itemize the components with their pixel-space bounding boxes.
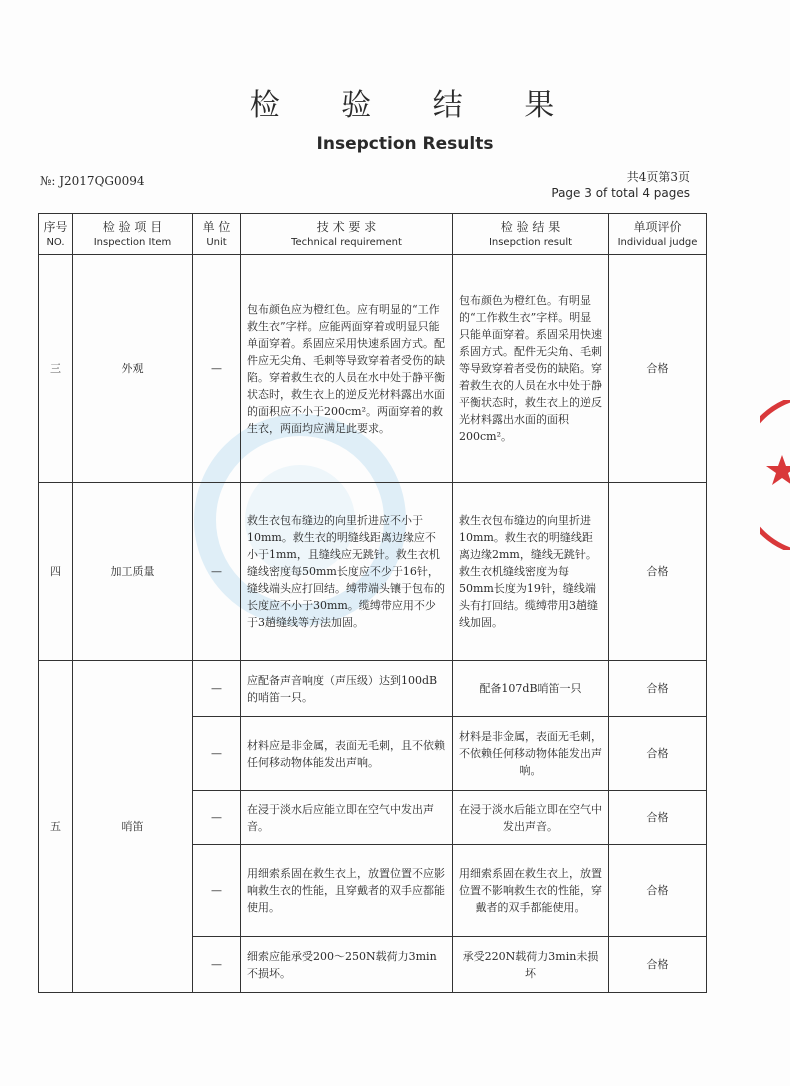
document-number: №: J2017QG0094 [40, 174, 145, 188]
page-indicator-en: Page 3 of total 4 pages [551, 186, 690, 200]
cell-seq: 四 [39, 483, 73, 661]
cell-result: 材料是非金属，表面无毛刺，不依赖任何移动物体能发出声响。 [453, 717, 609, 791]
cell-judge: 合格 [609, 937, 707, 993]
cell-requirement: 材料应是非金属，表面无毛刺，且不依赖任何移动物体能发出声响。 [241, 717, 453, 791]
cell-judge: 合格 [609, 255, 707, 483]
cell-requirement: 在浸于淡水后应能立即在空气中发出声音。 [241, 791, 453, 845]
col-header-unit: 单 位 Unit [193, 214, 241, 255]
page-indicator-cn: 共4页第3页 [626, 170, 690, 184]
seal-stamp-edge [760, 400, 790, 550]
col-header-item: 检 验 项 目 Inspection Item [73, 214, 193, 255]
cell-item: 外观 [73, 255, 193, 483]
cell-requirement: 包布颜色应为橙红色。应有明显的“工作救生衣”字样。应能两面穿着或明显只能单面穿着。系固应采用快速系固方式。配件应无尖角、毛刺等导致穿着者受伤的缺陷。穿着救生衣的人员在水中处于静平衡状态时，救生衣上的逆反光材料露出水面的面积应不小于200cm²。两面穿着的救生衣，两面均应满足此要求。 [241, 255, 453, 483]
inspection-table [38, 213, 707, 993]
cell-judge: 合格 [609, 717, 707, 791]
cell-unit: — [193, 845, 241, 937]
table-row [39, 661, 707, 717]
cell-result: 在浸于淡水后能立即在空气中发出声音。 [453, 791, 609, 845]
cell-unit: — [193, 717, 241, 791]
col-header-requirement: 技 术 要 求 Technical requirement [241, 214, 453, 255]
table-header-row [39, 214, 707, 255]
cell-requirement: 细索应能承受200～250N载荷力3min不损坏。 [241, 937, 453, 993]
cell-unit: — [193, 791, 241, 845]
cell-item: 哨笛 [73, 661, 193, 993]
cell-requirement: 应配备声音响度（声压级）达到100dB的哨笛一只。 [241, 661, 453, 717]
cell-seq: 三 [39, 255, 73, 483]
table-row [39, 483, 707, 661]
cell-result: 救生衣包布缝边的向里折进10mm。救生衣的明缝线距离边缘2mm，缝线无跳针。救生衣机缝线密度为每50mm长度为19针，缝线端头有打回结。缆缚带用3趟缝线加固。 [453, 483, 609, 661]
cell-unit: — [193, 483, 241, 661]
cell-item: 加工质量 [73, 483, 193, 661]
cell-unit: — [193, 937, 241, 993]
cell-result: 包布颜色为橙红色。有明显的“工作救生衣”字样。明显只能单面穿着。系固采用快速系固方式。配件无尖角、毛刺等导致穿着者受伤的缺陷。穿着救生衣的人员在水中处于静平衡状态时，救生衣上的逆反光材料露出水面的面积200cm²。 [453, 255, 609, 483]
cell-result: 用细索系固在救生衣上，放置位置不影响救生衣的性能，穿戴者的双手都能使用。 [453, 845, 609, 937]
cell-requirement: 救生衣包布缝边的向里折进应不小于10mm。救生衣的明缝线距离边缘应不小于1mm，且缝线应无跳针。救生衣机缝线密度每50mm长度应不少于16针，缝线端头应打回结。缚带端头镶于包布的长度应不小于30mm。缆缚带应用不少于3趟缝线等方法加固。 [241, 483, 453, 661]
cell-judge: 合格 [609, 845, 707, 937]
cell-unit: — [193, 661, 241, 717]
cell-seq: 五 [39, 661, 73, 993]
col-header-judge: 单项评价 Individual judge [609, 214, 707, 255]
col-header-seq: 序号 NO. [39, 214, 73, 255]
page-subtitle: Insepction Results [316, 134, 494, 154]
cell-result: 承受220N载荷力3min未损坏 [453, 937, 609, 993]
cell-unit: — [193, 255, 241, 483]
table-row [39, 255, 707, 483]
cell-judge: 合格 [609, 483, 707, 661]
page-title: 检 验 结 果 [249, 88, 581, 123]
cell-result: 配备107dB哨笛一只 [453, 661, 609, 717]
cell-judge: 合格 [609, 791, 707, 845]
cell-judge: 合格 [609, 661, 707, 717]
cell-requirement: 用细索系固在救生衣上，放置位置不应影响救生衣的性能，且穿戴者的双手应都能使用。 [241, 845, 453, 937]
col-header-result: 检 验 结 果 Insepction result [453, 214, 609, 255]
